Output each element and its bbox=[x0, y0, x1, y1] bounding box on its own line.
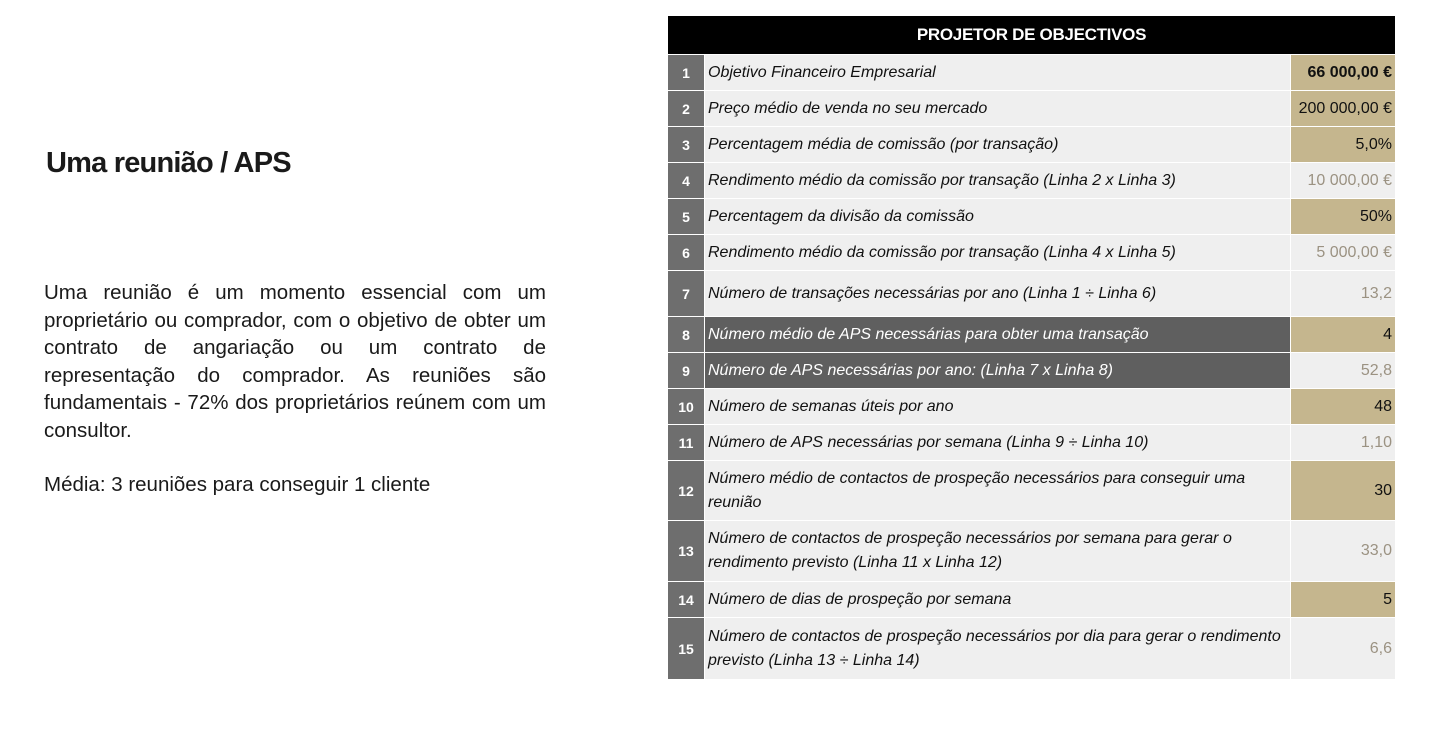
row-number: 8 bbox=[668, 317, 705, 352]
row-number: 7 bbox=[668, 271, 705, 316]
row-label: Percentagem média de comissão (por transação) bbox=[705, 127, 1291, 162]
row-value-input[interactable]: 5 bbox=[1291, 582, 1395, 617]
table-row bbox=[668, 618, 1395, 679]
row-label: Número de semanas úteis por ano bbox=[705, 389, 1291, 424]
row-number: 4 bbox=[668, 163, 705, 198]
row-label: Rendimento médio da comissão por transação (Linha 2 x Linha 3) bbox=[705, 163, 1291, 198]
table-title: PROJETOR DE OBJECTIVOS bbox=[668, 16, 1395, 55]
table-row bbox=[668, 521, 1395, 582]
table-row bbox=[668, 425, 1395, 461]
table-row bbox=[668, 271, 1395, 317]
row-number: 6 bbox=[668, 235, 705, 270]
row-number: 2 bbox=[668, 91, 705, 126]
row-label: Número de contactos de prospeção necessários por semana para gerar o rendimento previsto (Linha 11 x Linha 12) bbox=[705, 521, 1291, 581]
row-label: Número de transações necessárias por ano (Linha 1 ÷ Linha 6) bbox=[705, 271, 1291, 316]
row-label: Número de dias de prospeção por semana bbox=[705, 582, 1291, 617]
row-value-input[interactable]: 5,0% bbox=[1291, 127, 1395, 162]
row-value-computed: 13,2 bbox=[1291, 271, 1395, 316]
table-row bbox=[668, 582, 1395, 618]
row-value-computed: 5 000,00 € bbox=[1291, 235, 1395, 270]
row-value-input[interactable]: 50% bbox=[1291, 199, 1395, 234]
table-row bbox=[668, 461, 1395, 521]
table-row bbox=[668, 163, 1395, 199]
row-number: 12 bbox=[668, 461, 705, 520]
row-number: 10 bbox=[668, 389, 705, 424]
row-value-computed: 52,8 bbox=[1291, 353, 1395, 388]
row-label: Número de contactos de prospeção necessários por dia para gerar o rendimento previsto (Linha 13 ÷ Linha 14) bbox=[705, 618, 1291, 679]
table-row bbox=[668, 127, 1395, 163]
row-value-computed: 10 000,00 € bbox=[1291, 163, 1395, 198]
average-note: Média: 3 reuniões para conseguir 1 cliente bbox=[44, 473, 431, 496]
table-row bbox=[668, 235, 1395, 271]
row-number: 9 bbox=[668, 353, 705, 388]
row-value-input[interactable]: 48 bbox=[1291, 389, 1395, 424]
table-row bbox=[668, 317, 1395, 353]
row-label: Número de APS necessárias por ano: (Linha 7 x Linha 8) bbox=[705, 353, 1291, 388]
row-number: 1 bbox=[668, 55, 705, 90]
table-row bbox=[668, 389, 1395, 425]
row-label: Número médio de APS necessárias para obter uma transação bbox=[705, 317, 1291, 352]
row-number: 11 bbox=[668, 425, 705, 460]
row-label: Objetivo Financeiro Empresarial bbox=[705, 55, 1291, 90]
row-label: Preço médio de venda no seu mercado bbox=[705, 91, 1291, 126]
row-value-input[interactable]: 200 000,00 € bbox=[1291, 91, 1395, 126]
row-number: 13 bbox=[668, 521, 705, 581]
table-row bbox=[668, 199, 1395, 235]
row-label: Número médio de contactos de prospeção necessários para conseguir uma reunião bbox=[705, 461, 1291, 520]
row-label: Percentagem da divisão da comissão bbox=[705, 199, 1291, 234]
row-label: Rendimento médio da comissão por transação (Linha 4 x Linha 5) bbox=[705, 235, 1291, 270]
row-label: Número de APS necessárias por semana (Linha 9 ÷ Linha 10) bbox=[705, 425, 1291, 460]
row-number: 15 bbox=[668, 618, 705, 679]
row-number: 5 bbox=[668, 199, 705, 234]
row-value-computed: 33,0 bbox=[1291, 521, 1395, 581]
row-value-computed: 6,6 bbox=[1291, 618, 1395, 679]
table-row bbox=[668, 55, 1395, 91]
page-title: Uma reunião / APS bbox=[46, 147, 291, 179]
description-paragraph: Uma reunião é um momento essencial com um proprietário ou comprador, com o objetivo de obter um contrato de angariação ou um contrato de representação do comprador. As reuniões são fundamentais - 72% dos proprietários reúnem com um consultor. bbox=[44, 281, 546, 442]
row-value-input[interactable]: 4 bbox=[1291, 317, 1395, 352]
table-row bbox=[668, 353, 1395, 389]
row-number: 14 bbox=[668, 582, 705, 617]
row-number: 3 bbox=[668, 127, 705, 162]
row-value-computed: 1,10 bbox=[1291, 425, 1395, 460]
row-value-input[interactable]: 30 bbox=[1291, 461, 1395, 520]
goal-projector-table bbox=[668, 16, 1395, 679]
table-row bbox=[668, 91, 1395, 127]
row-value-input[interactable]: 66 000,00 € bbox=[1291, 55, 1395, 90]
